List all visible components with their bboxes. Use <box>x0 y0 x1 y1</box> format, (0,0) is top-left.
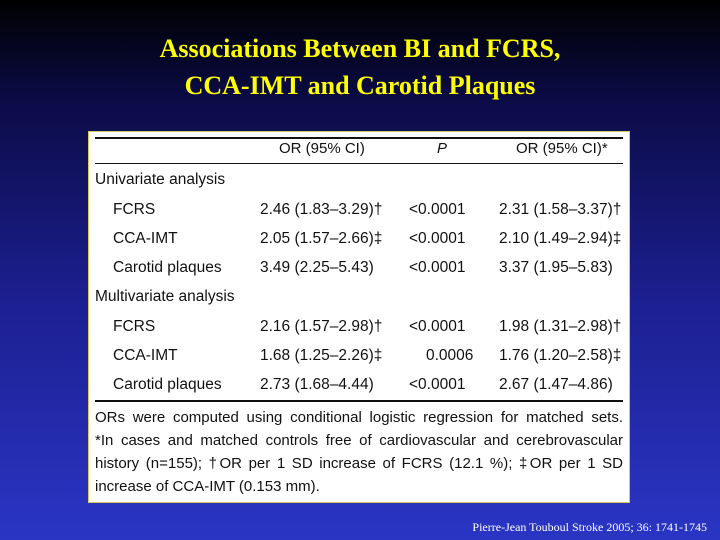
row-label: Carotid plaques <box>113 259 222 276</box>
header-p: P <box>437 140 448 157</box>
title-line-1: Associations Between BI and FCRS, <box>159 34 561 63</box>
section-univariate: Univariate analysis <box>95 171 226 188</box>
or-adjusted-value: 1.98 (1.31–2.98)† <box>499 318 622 335</box>
header-rule <box>95 163 623 164</box>
or-adjusted-value: 3.37 (1.95–5.83) <box>499 259 613 276</box>
footnote-line: increase of CCA-IMT (0.153 mm). <box>95 478 320 495</box>
section-multivariate: Multivariate analysis <box>95 288 235 305</box>
or-value: 3.49 (2.25–5.43) <box>260 259 374 276</box>
footnote-line: history (n=155); †OR per 1 SD increase of FCRS (12.1 %); ‡OR per 1 SD <box>95 455 623 472</box>
row-label: FCRS <box>113 318 156 335</box>
p-value: <0.0001 <box>409 259 466 276</box>
row-label: CCA-IMT <box>113 230 178 247</box>
footnote-line: ORs were computed using conditional logistic regression for matched sets. <box>95 409 623 426</box>
table-footnote <box>95 406 623 498</box>
p-value: <0.0001 <box>409 230 466 247</box>
row-label: FCRS <box>113 201 156 218</box>
or-adjusted-value: 2.67 (1.47–4.86) <box>499 376 613 393</box>
row-label: CCA-IMT <box>113 347 178 364</box>
header-or-adjusted: OR (95% CI)* <box>516 140 608 157</box>
row-label: Carotid plaques <box>113 376 222 393</box>
title-line-2: CCA-IMT and Carotid Plaques <box>184 71 536 100</box>
table-top-rule <box>95 137 623 139</box>
or-value: 2.16 (1.57–2.98)† <box>260 318 383 335</box>
citation: Pierre-Jean Touboul Stroke 2005; 36: 1741-1745 <box>472 520 707 534</box>
or-value: 2.05 (1.57–2.66)‡ <box>260 230 383 247</box>
header-or: OR (95% CI) <box>279 140 365 157</box>
or-adjusted-value: 2.31 (1.58–3.37)† <box>499 201 622 218</box>
or-value: 2.46 (1.83–3.29)† <box>260 201 383 218</box>
p-value: <0.0001 <box>409 376 466 393</box>
p-value: <0.0001 <box>409 318 466 335</box>
footnote-line: *In cases and matched controls free of cardiovascular and cerebrovascular <box>95 432 623 449</box>
or-value: 2.73 (1.68–4.44) <box>260 376 374 393</box>
slide-title <box>0 30 720 104</box>
or-value: 1.68 (1.25–2.26)‡ <box>260 347 383 364</box>
or-adjusted-value: 1.76 (1.20–2.58)‡ <box>499 347 622 364</box>
p-value: 0.0006 <box>426 347 474 364</box>
table-bottom-rule <box>95 400 623 402</box>
results-table <box>88 131 630 503</box>
or-adjusted-value: 2.10 (1.49–2.94)‡ <box>499 230 622 247</box>
p-value: <0.0001 <box>409 201 466 218</box>
